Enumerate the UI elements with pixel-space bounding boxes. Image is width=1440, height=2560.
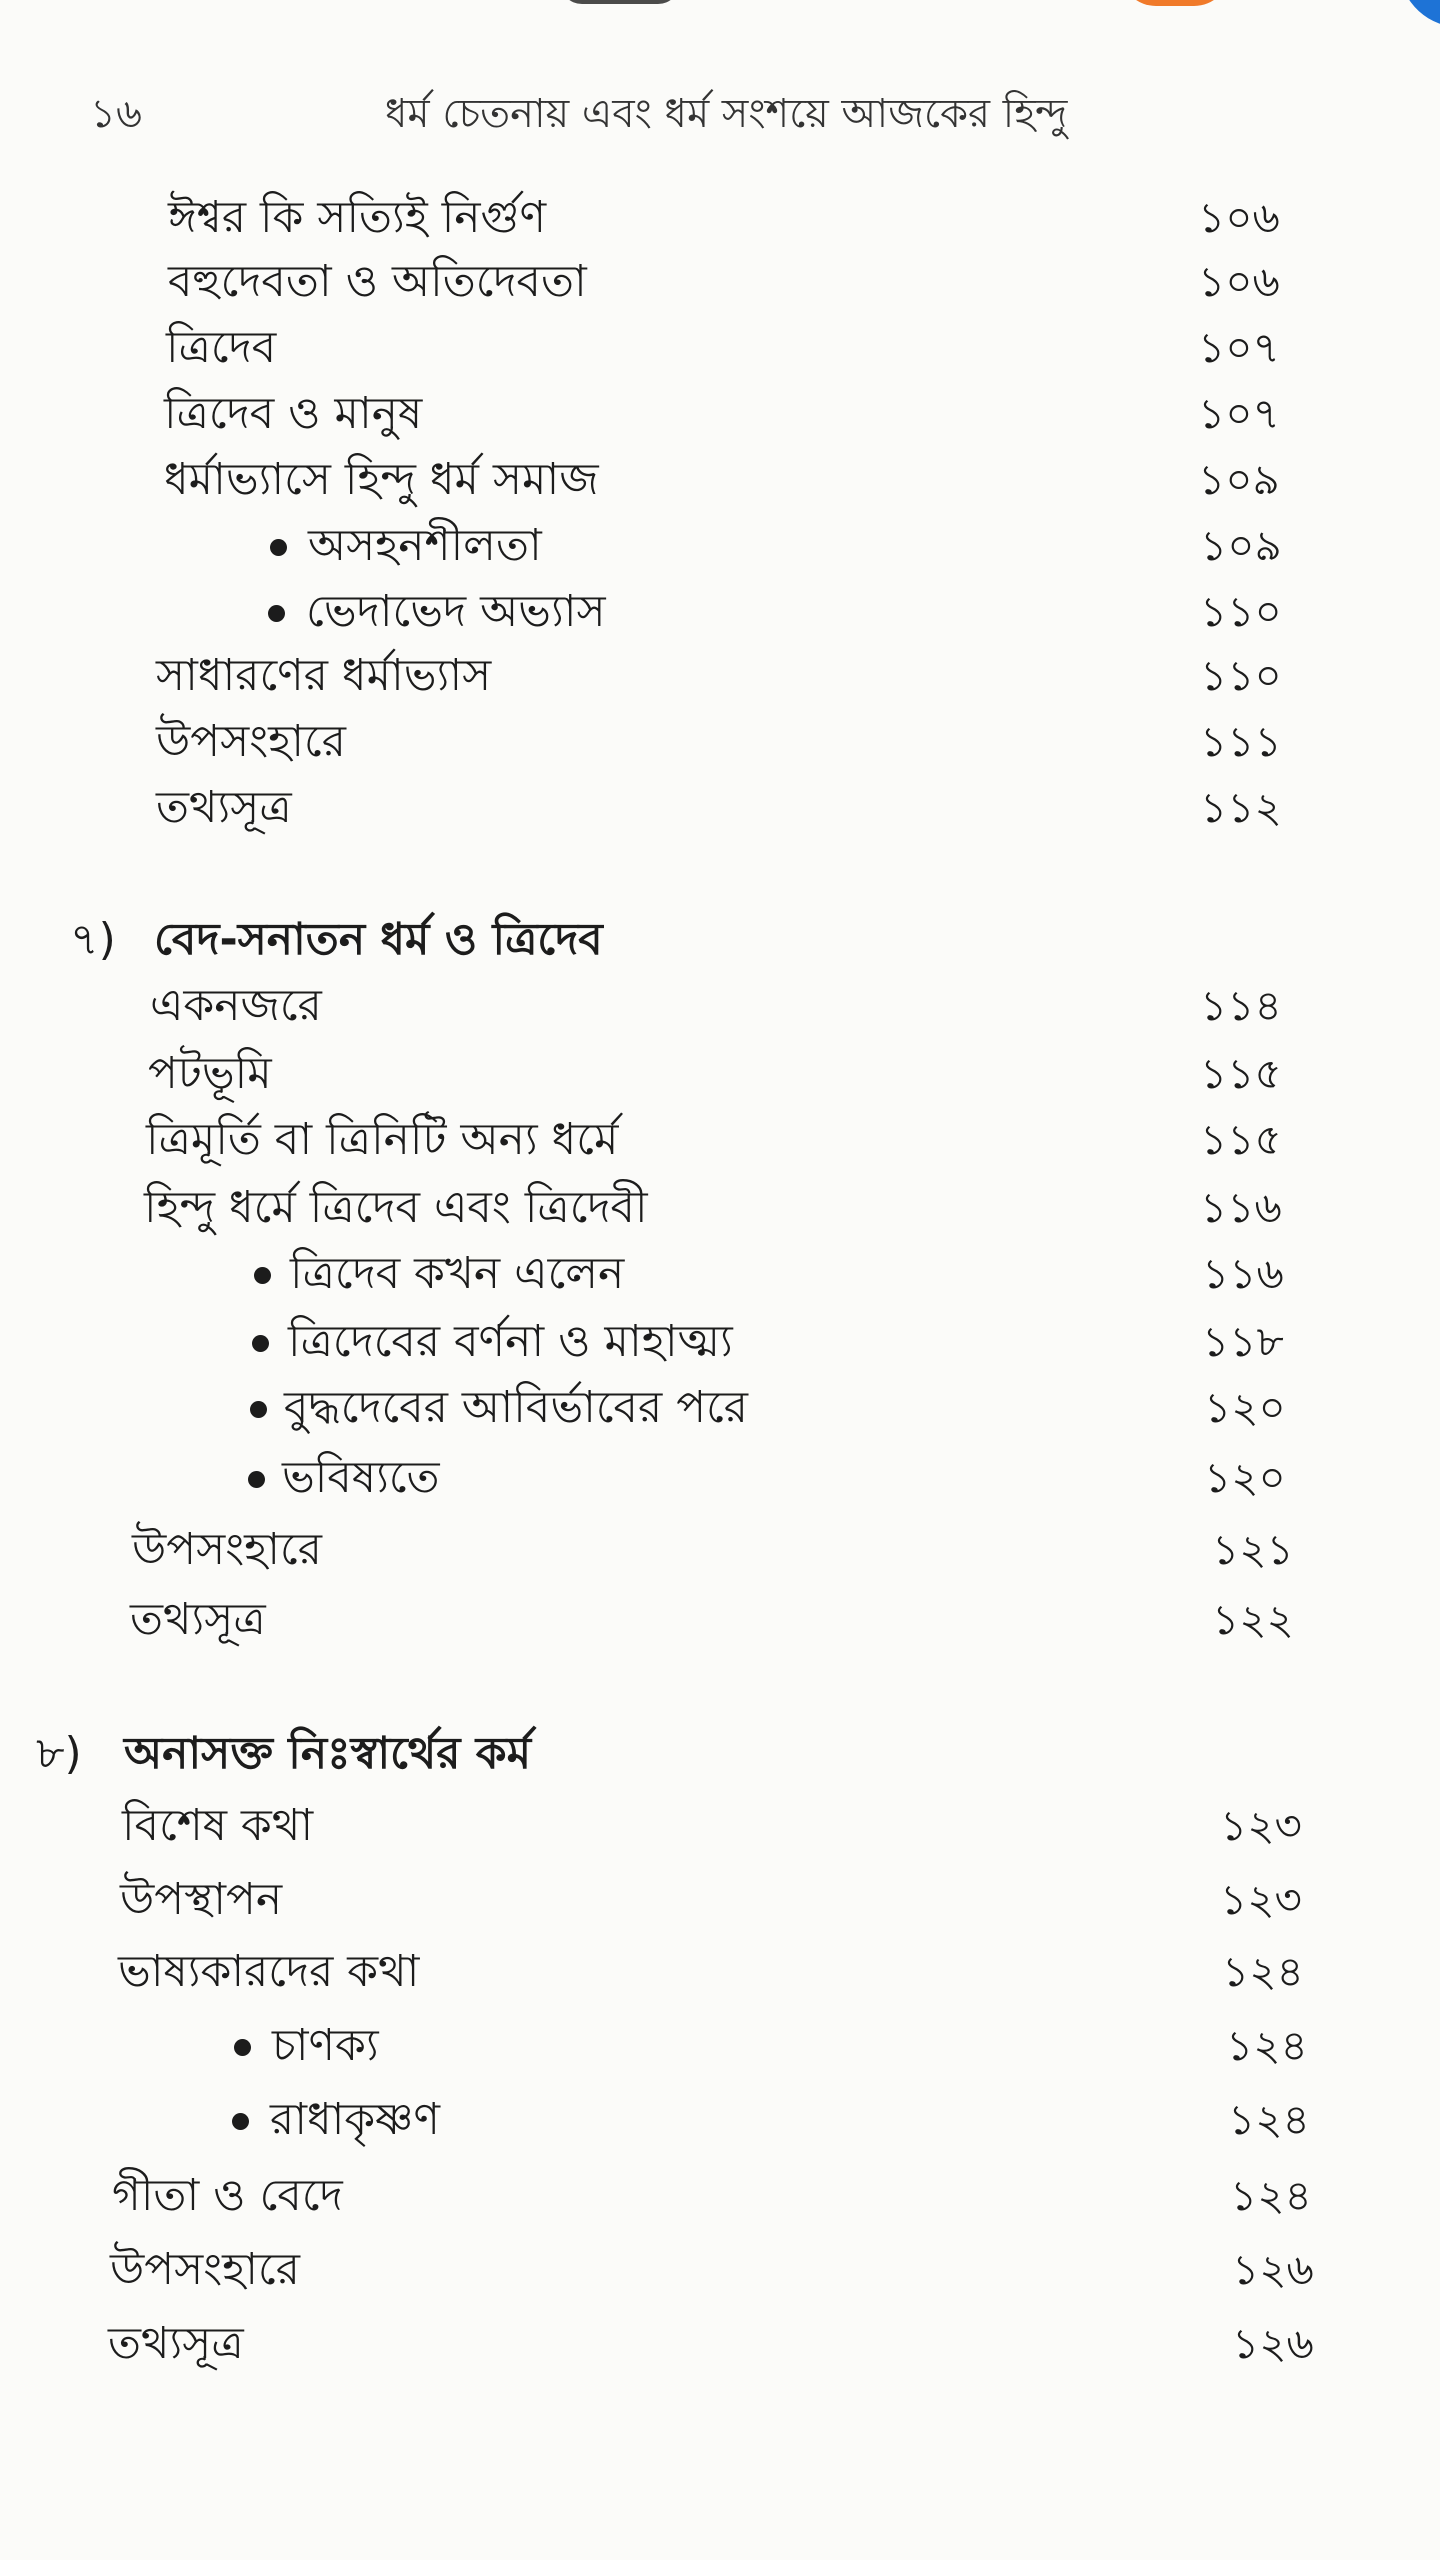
toc-entry-page: ১০৭ bbox=[1198, 389, 1280, 438]
toc-entry-page: ১২৪ bbox=[1228, 2095, 1310, 2144]
bullet-icon bbox=[254, 1267, 271, 1284]
running-title: ধর্ম চেতনায় এবং ধর্ম সংশয়ে আজকের হিন্দু bbox=[385, 91, 1068, 137]
chapter-heading bbox=[70, 910, 1270, 970]
toc-entry-page: ১০৭ bbox=[1198, 323, 1280, 372]
toc-entry-label: গীতা ও বেদে bbox=[112, 2170, 343, 2221]
toc-entry-label: হিন্দু ধর্মে ত্রিদেব এবং ত্রিদেবী bbox=[144, 1182, 648, 1233]
toc-subentry bbox=[250, 1378, 1286, 1438]
bullet-icon bbox=[252, 1335, 269, 1352]
bullet-icon bbox=[248, 1471, 265, 1488]
chapter-heading bbox=[36, 1724, 1236, 1784]
toc-entry-label: বিশেষ কথা bbox=[122, 1800, 314, 1851]
page-header bbox=[90, 82, 1090, 142]
toc-entry-page: ১১৬ bbox=[1202, 1249, 1284, 1298]
toc-entry-label: তথ্যসূত্র bbox=[108, 2318, 244, 2369]
toc-entry bbox=[110, 2240, 1314, 2300]
toc-entry-label: ভাষ্যকারদের কথা bbox=[118, 1946, 420, 1997]
toc-entry bbox=[108, 2314, 1314, 2374]
toc-entry bbox=[168, 252, 1280, 312]
toc-entry bbox=[150, 976, 1282, 1036]
toc-entry bbox=[156, 646, 1282, 706]
toc-entry-page: ১২৩ bbox=[1220, 1801, 1302, 1850]
toc-entry bbox=[164, 450, 1280, 510]
toc-entry-page: ১২৬ bbox=[1232, 2245, 1314, 2294]
toc-entry-label: ভবিষ্যতে bbox=[282, 1452, 440, 1503]
toc-entry-page: ১১৮ bbox=[1202, 1317, 1284, 1366]
toc-entry-page: ১১০ bbox=[1200, 587, 1282, 636]
toc-subentry bbox=[252, 1312, 1284, 1372]
toc-entry-page: ১২৪ bbox=[1226, 2021, 1308, 2070]
toc-entry-label: উপসংহারে bbox=[132, 1524, 322, 1575]
toc-entry-label: উপস্থাপন bbox=[120, 1874, 283, 1925]
toc-subentry bbox=[248, 1448, 1286, 1508]
toc-entry-page: ১০৬ bbox=[1198, 257, 1280, 306]
toc-subentry bbox=[232, 2090, 1310, 2150]
toc-entry-page: ১১২ bbox=[1200, 783, 1282, 832]
toc-entry bbox=[122, 1796, 1302, 1856]
page-edge-decoration bbox=[1382, 0, 1440, 34]
toc-entry-label: বুদ্ধদেবের আবির্ভাবের পরে bbox=[284, 1382, 748, 1433]
chapter-number: ৮) bbox=[36, 1728, 82, 1779]
toc-entry-page: ১১৫ bbox=[1200, 1115, 1282, 1164]
toc-entry-label: একনজরে bbox=[150, 980, 322, 1031]
toc-entry-label: ভেদাভেদ অভ্যাস bbox=[306, 586, 606, 637]
toc-entry bbox=[132, 1520, 1294, 1580]
toc-entry bbox=[118, 1942, 1304, 2002]
bullet-icon bbox=[268, 605, 285, 622]
toc-entry bbox=[112, 2166, 1312, 2226]
page-number: ১৬ bbox=[90, 91, 142, 137]
toc-entry-label: ত্রিমূর্তি বা ত্রিনিটি অন্য ধর্মে bbox=[146, 1114, 619, 1165]
toc-entry-page: ১০৯ bbox=[1200, 521, 1282, 570]
toc-entry bbox=[146, 1110, 1282, 1170]
toc-subentry bbox=[234, 2016, 1308, 2076]
toc-entry-page: ১১১ bbox=[1200, 717, 1282, 766]
toc-entry-page: ১২০ bbox=[1204, 1383, 1286, 1432]
chapter-title: বেদ-সনাতন ধর্ম ও ত্রিদেব bbox=[154, 914, 603, 965]
toc-entry-page: ১২৬ bbox=[1232, 2319, 1314, 2368]
toc-subentry bbox=[254, 1244, 1284, 1304]
toc-entry-page: ১০৬ bbox=[1198, 193, 1280, 242]
bullet-icon bbox=[270, 539, 287, 556]
bullet-icon bbox=[234, 2039, 251, 2056]
toc-entry-label: রাধাকৃষ্ণণ bbox=[270, 2094, 440, 2145]
toc-entry-page: ১০৯ bbox=[1198, 455, 1280, 504]
toc-entry-page: ১২০ bbox=[1204, 1453, 1286, 1502]
toc-entry-label: সাধারণের ধর্মাভ্যাস bbox=[156, 650, 492, 701]
toc-entry bbox=[156, 778, 1282, 838]
toc-entry bbox=[166, 318, 1280, 378]
toc-entry-page: ১২৩ bbox=[1220, 1875, 1302, 1924]
toc-subentry bbox=[270, 516, 1282, 576]
toc-entry-page: ১১৫ bbox=[1200, 1049, 1282, 1098]
chapter-title: অনাসক্ত নিঃস্বার্থের কর্ম bbox=[124, 1728, 532, 1779]
toc-entry bbox=[130, 1590, 1294, 1650]
toc-entry-label: ত্রিদেব কখন এলেন bbox=[290, 1248, 625, 1299]
toc-entry-page: ১২২ bbox=[1212, 1595, 1294, 1644]
toc-entry-label: উপসংহারে bbox=[110, 2244, 300, 2295]
toc-entry-page: ১১৬ bbox=[1200, 1183, 1282, 1232]
toc-entry bbox=[144, 1178, 1282, 1238]
toc-entry bbox=[148, 1044, 1282, 1104]
toc-entry-page: ১১৪ bbox=[1200, 981, 1282, 1030]
toc-entry bbox=[120, 1870, 1302, 1930]
toc-entry-label: ত্রিদেবের বর্ণনা ও মাহাত্ম্য bbox=[288, 1316, 733, 1367]
toc-entry-page: ১২১ bbox=[1212, 1525, 1294, 1574]
toc-entry-label: বহুদেবতা ও অতিদেবতা bbox=[168, 256, 587, 307]
chapter-number: ৭) bbox=[70, 914, 116, 965]
toc-entry bbox=[168, 188, 1280, 248]
toc-entry bbox=[156, 712, 1282, 772]
toc-entry-page: ১১০ bbox=[1200, 651, 1282, 700]
toc-entry-label: ধর্মাভ্যাসে হিন্দু ধর্ম সমাজ bbox=[164, 454, 599, 505]
toc-subentry bbox=[268, 582, 1282, 642]
toc-entry-label: পটভূমি bbox=[148, 1048, 272, 1099]
page-edge-decoration bbox=[560, 0, 680, 4]
bullet-icon bbox=[232, 2113, 249, 2130]
toc-entry-label: ত্রিদেব ও মানুষ bbox=[164, 388, 423, 439]
toc-entry-page: ১২৪ bbox=[1222, 1947, 1304, 1996]
toc-entry-label: তথ্যসূত্র bbox=[130, 1594, 266, 1645]
toc-entry bbox=[164, 384, 1280, 444]
toc-entry-label: অসহনশীলতা bbox=[308, 520, 542, 571]
toc-entry-label: তথ্যসূত্র bbox=[156, 782, 292, 833]
bullet-icon bbox=[250, 1401, 267, 1418]
toc-entry-page: ১২৪ bbox=[1230, 2171, 1312, 2220]
toc-entry-label: ঈশ্বর কি সত্যিই নির্গুণ bbox=[168, 192, 547, 243]
toc-entry-label: ত্রিদেব bbox=[166, 322, 277, 373]
toc-entry-label: চাণক্য bbox=[272, 2020, 379, 2071]
toc-entry-label: উপসংহারে bbox=[156, 716, 346, 767]
page-edge-decoration bbox=[1120, 0, 1230, 6]
